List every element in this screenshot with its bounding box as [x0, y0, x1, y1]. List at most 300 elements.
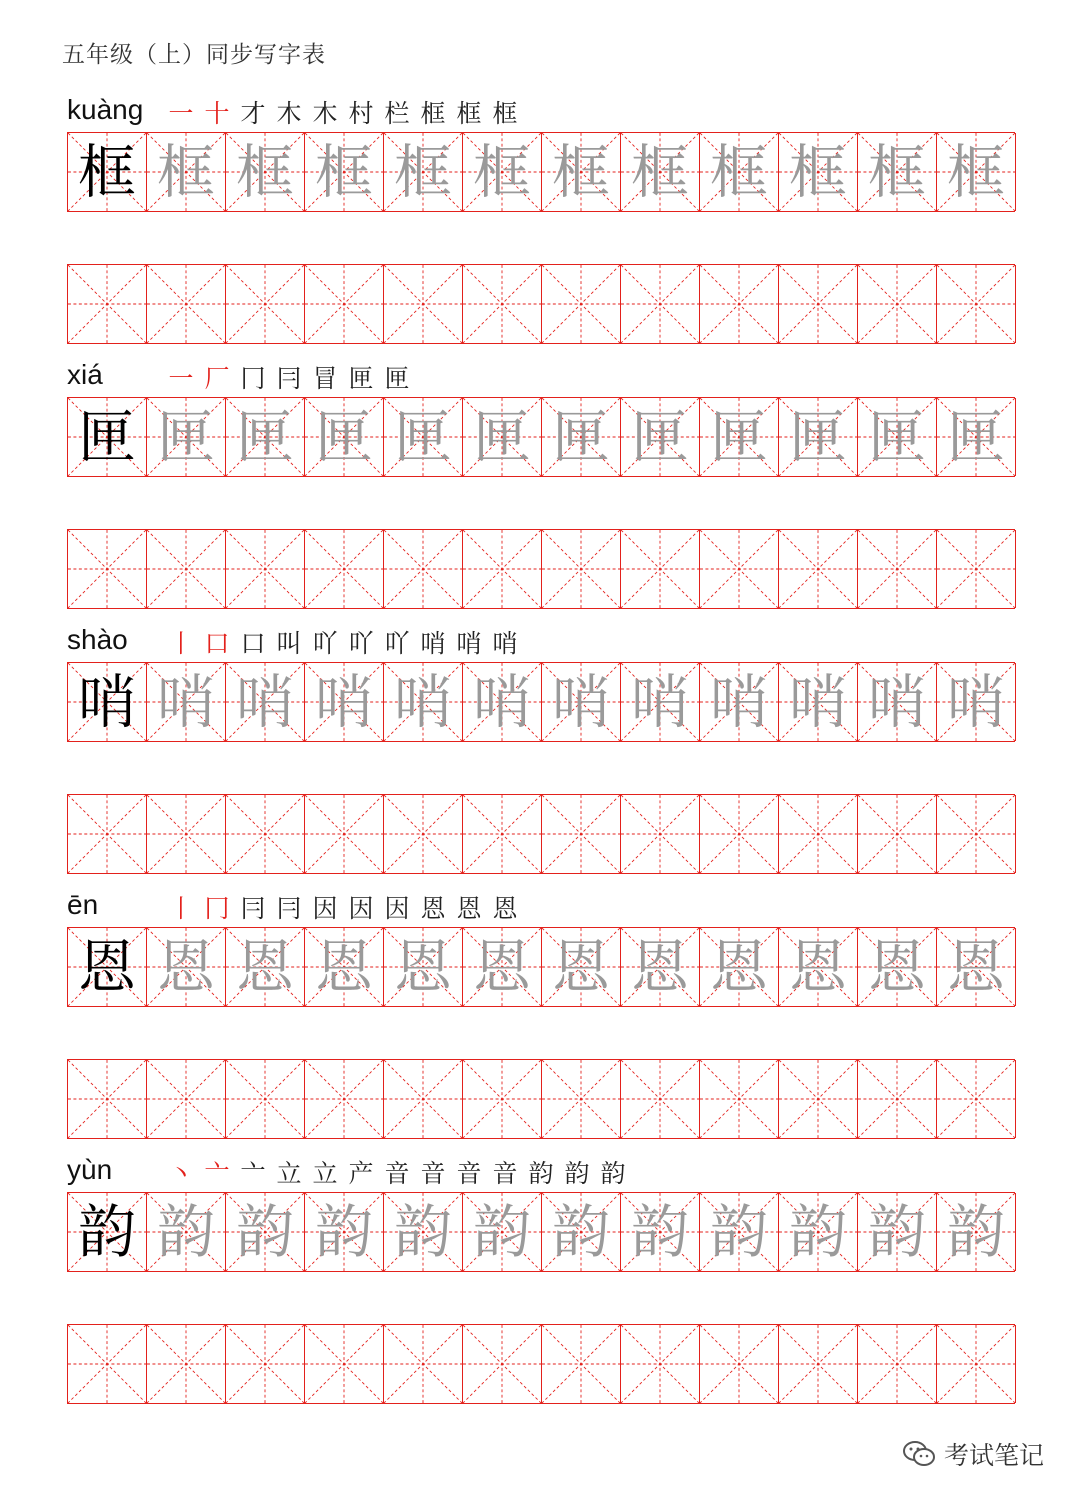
trace-character: 哨 [393, 668, 452, 736]
trace-cell[interactable] [700, 133, 779, 211]
blank-cell[interactable] [147, 265, 226, 343]
stroke-step: 韵 [564, 1159, 590, 1188]
trace-character: 匣 [788, 403, 847, 471]
blank-cell[interactable] [621, 795, 700, 873]
model-cell[interactable] [68, 1193, 147, 1271]
blank-writing-row [67, 529, 1015, 609]
trace-cell[interactable] [779, 663, 858, 741]
grid-guide-lines [147, 1060, 225, 1138]
grid-guide-lines [937, 1325, 1015, 1403]
stroke-step: 亠 [204, 1159, 230, 1188]
stroke-step: 匣 [384, 364, 410, 393]
trace-character: 匣 [630, 403, 689, 471]
blank-cell[interactable] [700, 1060, 779, 1138]
tracing-row [67, 132, 1015, 212]
trace-cell[interactable] [858, 663, 937, 741]
blank-cell[interactable] [226, 1325, 305, 1403]
grid-guide-lines [463, 1060, 541, 1138]
trace-cell[interactable] [305, 133, 384, 211]
grid-guide-lines [542, 795, 620, 873]
watermark [902, 1436, 1044, 1472]
grid-guide-lines [779, 265, 857, 343]
blank-cell[interactable] [700, 265, 779, 343]
trace-cell[interactable] [542, 398, 621, 476]
blank-cell[interactable] [937, 795, 1016, 873]
blank-cell[interactable] [542, 530, 621, 608]
model-cell[interactable] [68, 398, 147, 476]
model-cell[interactable] [68, 133, 147, 211]
trace-character: 框 [946, 138, 1005, 206]
trace-cell[interactable] [700, 663, 779, 741]
stroke-step: 才 [240, 99, 266, 128]
grid-guide-lines [68, 1060, 146, 1138]
stroke-step: 冃 [276, 364, 302, 393]
tracing-row [67, 1192, 1015, 1272]
trace-character: 匣 [551, 403, 610, 471]
stroke-step: 音 [456, 1159, 482, 1188]
grid-guide-lines [621, 795, 699, 873]
grid-guide-lines [937, 1060, 1015, 1138]
grid-guide-lines [226, 795, 304, 873]
trace-cell[interactable] [700, 398, 779, 476]
grid-guide-lines [542, 530, 620, 608]
trace-cell[interactable] [384, 928, 463, 1006]
stroke-step: 丨 [168, 894, 194, 923]
grid-guide-lines [463, 265, 541, 343]
grid-guide-lines [226, 1060, 304, 1138]
blank-cell[interactable] [226, 795, 305, 873]
trace-cell[interactable] [542, 663, 621, 741]
trace-character: 韵 [235, 1198, 294, 1266]
model-cell[interactable] [68, 663, 147, 741]
grid-guide-lines [226, 265, 304, 343]
stroke-step: 冂 [240, 364, 266, 393]
trace-character: 框 [156, 138, 215, 206]
trace-cell[interactable] [858, 398, 937, 476]
trace-character: 框 [314, 138, 373, 206]
trace-character: 框 [551, 138, 610, 206]
trace-character: 恩 [630, 933, 689, 1001]
stroke-step: 韵 [528, 1159, 554, 1188]
trace-cell[interactable] [226, 398, 305, 476]
stroke-order [163, 1152, 631, 1192]
stroke-step: 口 [240, 629, 266, 658]
grid-guide-lines [147, 265, 225, 343]
blank-cell[interactable] [937, 1060, 1016, 1138]
trace-cell[interactable] [147, 663, 226, 741]
blank-cell[interactable] [147, 795, 226, 873]
trace-character: 韵 [867, 1198, 926, 1266]
blank-cell[interactable] [858, 795, 937, 873]
trace-character: 框 [709, 138, 768, 206]
character-block [67, 1148, 1015, 1494]
blank-cell[interactable] [621, 530, 700, 608]
watermark-text: 考试笔记 [943, 1441, 1044, 1470]
stroke-step: 一 [168, 364, 194, 393]
grid-guide-lines [384, 1060, 462, 1138]
trace-character: 恩 [472, 933, 531, 1001]
trace-character: 恩 [314, 933, 373, 1001]
trace-cell[interactable] [700, 928, 779, 1006]
blank-writing-row [67, 794, 1015, 874]
stroke-step: 十 [204, 99, 230, 128]
trace-character: 恩 [709, 933, 768, 1001]
stroke-order [163, 92, 523, 132]
trace-character: 哨 [709, 668, 768, 736]
trace-character: 框 [472, 138, 531, 206]
trace-character: 韵 [551, 1198, 610, 1266]
trace-character: 韵 [156, 1198, 215, 1266]
grid-guide-lines [542, 1325, 620, 1403]
trace-cell[interactable] [937, 398, 1016, 476]
stroke-step: 一 [168, 99, 194, 128]
grid-guide-lines [700, 1325, 778, 1403]
trace-character: 哨 [235, 668, 294, 736]
trace-cell[interactable] [384, 663, 463, 741]
trace-cell[interactable] [305, 663, 384, 741]
blank-cell[interactable] [700, 1325, 779, 1403]
grid-guide-lines [147, 1325, 225, 1403]
grid-guide-lines [68, 265, 146, 343]
pinyin-label: xiá [67, 359, 103, 390]
pinyin-label: ēn [67, 889, 99, 920]
grid-guide-lines [305, 530, 383, 608]
grid-guide-lines [700, 1060, 778, 1138]
grid-guide-lines [621, 530, 699, 608]
trace-character: 匣 [867, 403, 926, 471]
trace-cell[interactable] [858, 1193, 937, 1271]
stroke-step: 吖 [312, 629, 338, 658]
trace-cell[interactable] [226, 663, 305, 741]
trace-character: 哨 [156, 668, 215, 736]
stroke-step: 产 [348, 1159, 374, 1188]
stroke-step: 厂 [204, 364, 230, 393]
stroke-step: 恩 [492, 894, 518, 923]
blank-cell[interactable] [858, 1325, 937, 1403]
trace-character: 匣 [472, 403, 531, 471]
trace-character: 匣 [235, 403, 294, 471]
trace-cell[interactable] [858, 928, 937, 1006]
trace-character: 韵 [709, 1198, 768, 1266]
blank-cell[interactable] [542, 1325, 621, 1403]
stroke-step: 栏 [384, 99, 410, 128]
trace-cell[interactable] [147, 1193, 226, 1271]
trace-character: 匣 [393, 403, 452, 471]
wechat-icon [902, 1439, 936, 1469]
trace-cell[interactable] [937, 928, 1016, 1006]
blank-cell[interactable] [384, 1060, 463, 1138]
stroke-step: 因 [348, 894, 374, 923]
trace-cell[interactable] [463, 398, 542, 476]
blank-cell[interactable] [779, 1325, 858, 1403]
stroke-step: 恩 [420, 894, 446, 923]
pinyin-label: kuàng [67, 94, 144, 125]
grid-guide-lines [384, 265, 462, 343]
grid-guide-lines [384, 795, 462, 873]
trace-character: 韵 [946, 1198, 1005, 1266]
trace-cell[interactable] [937, 663, 1016, 741]
trace-character: 韵 [788, 1198, 847, 1266]
grid-guide-lines [937, 530, 1015, 608]
blank-cell[interactable] [937, 265, 1016, 343]
stroke-step: 音 [384, 1159, 410, 1188]
blank-cell[interactable] [542, 795, 621, 873]
blank-cell[interactable] [937, 530, 1016, 608]
pinyin-label: yùn [67, 1154, 113, 1185]
trace-character: 恩 [551, 933, 610, 1001]
trace-cell[interactable] [542, 928, 621, 1006]
trace-character: 框 [867, 138, 926, 206]
trace-cell[interactable] [305, 1193, 384, 1271]
blank-cell[interactable] [226, 530, 305, 608]
tracing-row [67, 397, 1015, 477]
grid-guide-lines [937, 265, 1015, 343]
stroke-step: 冃 [240, 894, 266, 923]
trace-cell[interactable] [147, 398, 226, 476]
trace-cell[interactable] [384, 1193, 463, 1271]
grid-guide-lines [147, 530, 225, 608]
stroke-step: 木 [276, 99, 302, 128]
stroke-step: 框 [420, 99, 446, 128]
stroke-step: 立 [312, 1159, 338, 1188]
stroke-order [163, 622, 523, 662]
trace-character: 哨 [472, 668, 531, 736]
trace-cell[interactable] [779, 398, 858, 476]
grid-guide-lines [542, 265, 620, 343]
blank-cell[interactable] [463, 265, 542, 343]
grid-guide-lines [68, 530, 146, 608]
grid-guide-lines [68, 795, 146, 873]
grid-guide-lines [147, 795, 225, 873]
trace-cell[interactable] [463, 1193, 542, 1271]
model-cell[interactable] [68, 928, 147, 1006]
blank-cell[interactable] [384, 265, 463, 343]
blank-cell[interactable] [858, 530, 937, 608]
grid-guide-lines [858, 1325, 936, 1403]
grid-guide-lines [700, 530, 778, 608]
trace-cell[interactable] [384, 398, 463, 476]
blank-cell[interactable] [147, 1060, 226, 1138]
trace-cell[interactable] [937, 1193, 1016, 1271]
blank-cell[interactable] [621, 1325, 700, 1403]
trace-character: 框 [788, 138, 847, 206]
blank-cell[interactable] [542, 265, 621, 343]
blank-cell[interactable] [305, 795, 384, 873]
blank-cell[interactable] [858, 1060, 937, 1138]
trace-character: 哨 [314, 668, 373, 736]
blank-cell[interactable] [542, 1060, 621, 1138]
stroke-step: 丨 [168, 629, 194, 658]
blank-cell[interactable] [147, 1325, 226, 1403]
grid-guide-lines [384, 1325, 462, 1403]
trace-character: 恩 [156, 933, 215, 1001]
trace-character: 哨 [630, 668, 689, 736]
stroke-step: 冒 [312, 364, 338, 393]
blank-cell[interactable] [463, 1060, 542, 1138]
blank-cell[interactable] [226, 265, 305, 343]
blank-cell[interactable] [384, 530, 463, 608]
trace-character: 恩 [235, 933, 294, 1001]
blank-cell[interactable] [68, 530, 147, 608]
model-character: 框 [77, 138, 136, 206]
trace-cell[interactable] [621, 663, 700, 741]
model-character: 匣 [77, 403, 136, 471]
stroke-step: 韵 [600, 1159, 626, 1188]
trace-cell[interactable] [305, 928, 384, 1006]
trace-cell[interactable] [463, 133, 542, 211]
blank-cell[interactable] [700, 795, 779, 873]
stroke-step: 吖 [384, 629, 410, 658]
model-character: 恩 [77, 933, 136, 1001]
blank-cell[interactable] [226, 1060, 305, 1138]
trace-character: 匣 [314, 403, 373, 471]
trace-cell[interactable] [542, 133, 621, 211]
grid-guide-lines [779, 795, 857, 873]
blank-writing-row [67, 1059, 1015, 1139]
blank-cell[interactable] [779, 530, 858, 608]
trace-cell[interactable] [858, 133, 937, 211]
blank-cell[interactable] [779, 795, 858, 873]
grid-guide-lines [621, 1060, 699, 1138]
stroke-step: 立 [276, 1159, 302, 1188]
stroke-step: 木 [312, 99, 338, 128]
grid-guide-lines [937, 795, 1015, 873]
blank-cell[interactable] [937, 1325, 1016, 1403]
trace-cell[interactable] [621, 133, 700, 211]
trace-cell[interactable] [621, 1193, 700, 1271]
blank-cell[interactable] [305, 265, 384, 343]
grid-guide-lines [858, 1060, 936, 1138]
grid-guide-lines [384, 530, 462, 608]
blank-cell[interactable] [621, 265, 700, 343]
grid-guide-lines [463, 795, 541, 873]
grid-guide-lines [858, 265, 936, 343]
stroke-step: 哨 [492, 629, 518, 658]
blank-cell[interactable] [305, 530, 384, 608]
stroke-step: 因 [384, 894, 410, 923]
trace-cell[interactable] [463, 928, 542, 1006]
trace-cell[interactable] [779, 133, 858, 211]
trace-cell[interactable] [147, 928, 226, 1006]
trace-cell[interactable] [621, 398, 700, 476]
trace-cell[interactable] [384, 133, 463, 211]
tracing-row [67, 662, 1015, 742]
trace-character: 韵 [393, 1198, 452, 1266]
trace-character: 韵 [630, 1198, 689, 1266]
trace-character: 匣 [946, 403, 1005, 471]
blank-cell[interactable] [384, 795, 463, 873]
blank-cell[interactable] [68, 265, 147, 343]
blank-cell[interactable] [147, 530, 226, 608]
trace-character: 哨 [551, 668, 610, 736]
stroke-step: 哨 [420, 629, 446, 658]
grid-guide-lines [779, 1060, 857, 1138]
stroke-step: 框 [492, 99, 518, 128]
trace-character: 框 [630, 138, 689, 206]
blank-writing-row [67, 1324, 1015, 1404]
stroke-step: 哨 [456, 629, 482, 658]
trace-cell[interactable] [147, 133, 226, 211]
blank-cell[interactable] [384, 1325, 463, 1403]
grid-guide-lines [463, 530, 541, 608]
tracing-row [67, 927, 1015, 1007]
blank-cell[interactable] [68, 1325, 147, 1403]
trace-cell[interactable] [542, 1193, 621, 1271]
blank-cell[interactable] [305, 1060, 384, 1138]
model-character: 韵 [77, 1198, 136, 1266]
trace-cell[interactable] [226, 928, 305, 1006]
blank-cell[interactable] [305, 1325, 384, 1403]
blank-cell[interactable] [463, 530, 542, 608]
trace-character: 韵 [314, 1198, 373, 1266]
stroke-step: 恩 [456, 894, 482, 923]
stroke-step: 口 [204, 629, 230, 658]
trace-cell[interactable] [621, 928, 700, 1006]
blank-cell[interactable] [463, 1325, 542, 1403]
trace-character: 匣 [709, 403, 768, 471]
grid-guide-lines [858, 795, 936, 873]
trace-cell[interactable] [937, 133, 1016, 211]
grid-guide-lines [858, 530, 936, 608]
blank-cell[interactable] [779, 1060, 858, 1138]
blank-cell[interactable] [700, 530, 779, 608]
grid-guide-lines [621, 265, 699, 343]
trace-character: 框 [393, 138, 452, 206]
stroke-order [163, 357, 415, 397]
grid-guide-lines [68, 1325, 146, 1403]
blank-cell[interactable] [621, 1060, 700, 1138]
trace-cell[interactable] [779, 928, 858, 1006]
trace-cell[interactable] [463, 663, 542, 741]
blank-cell[interactable] [68, 795, 147, 873]
stroke-step: 丶 [168, 1159, 194, 1188]
grid-guide-lines [542, 1060, 620, 1138]
trace-cell[interactable] [700, 1193, 779, 1271]
trace-character: 韵 [472, 1198, 531, 1266]
grid-guide-lines [700, 265, 778, 343]
grid-guide-lines [621, 1325, 699, 1403]
grid-guide-lines [779, 530, 857, 608]
stroke-step: 村 [348, 99, 374, 128]
blank-cell[interactable] [858, 265, 937, 343]
grid-guide-lines [305, 1060, 383, 1138]
trace-cell[interactable] [779, 1193, 858, 1271]
grid-guide-lines [305, 795, 383, 873]
page-title: 五年级（上）同步写字表 [62, 42, 326, 68]
grid-guide-lines [226, 1325, 304, 1403]
grid-guide-lines [463, 1325, 541, 1403]
grid-guide-lines [700, 795, 778, 873]
blank-cell[interactable] [779, 265, 858, 343]
grid-guide-lines [305, 1325, 383, 1403]
trace-character: 恩 [867, 933, 926, 1001]
stroke-step: 叫 [276, 629, 302, 658]
stroke-step: 框 [456, 99, 482, 128]
trace-cell[interactable] [226, 1193, 305, 1271]
trace-cell[interactable] [305, 398, 384, 476]
grid-guide-lines [226, 530, 304, 608]
trace-cell[interactable] [226, 133, 305, 211]
stroke-step: 冃 [276, 894, 302, 923]
stroke-step: 因 [312, 894, 338, 923]
blank-cell[interactable] [463, 795, 542, 873]
blank-cell[interactable] [68, 1060, 147, 1138]
stroke-step: 冂 [204, 894, 230, 923]
trace-character: 哨 [867, 668, 926, 736]
trace-character: 恩 [393, 933, 452, 1001]
trace-character: 恩 [946, 933, 1005, 1001]
trace-character: 恩 [788, 933, 847, 1001]
